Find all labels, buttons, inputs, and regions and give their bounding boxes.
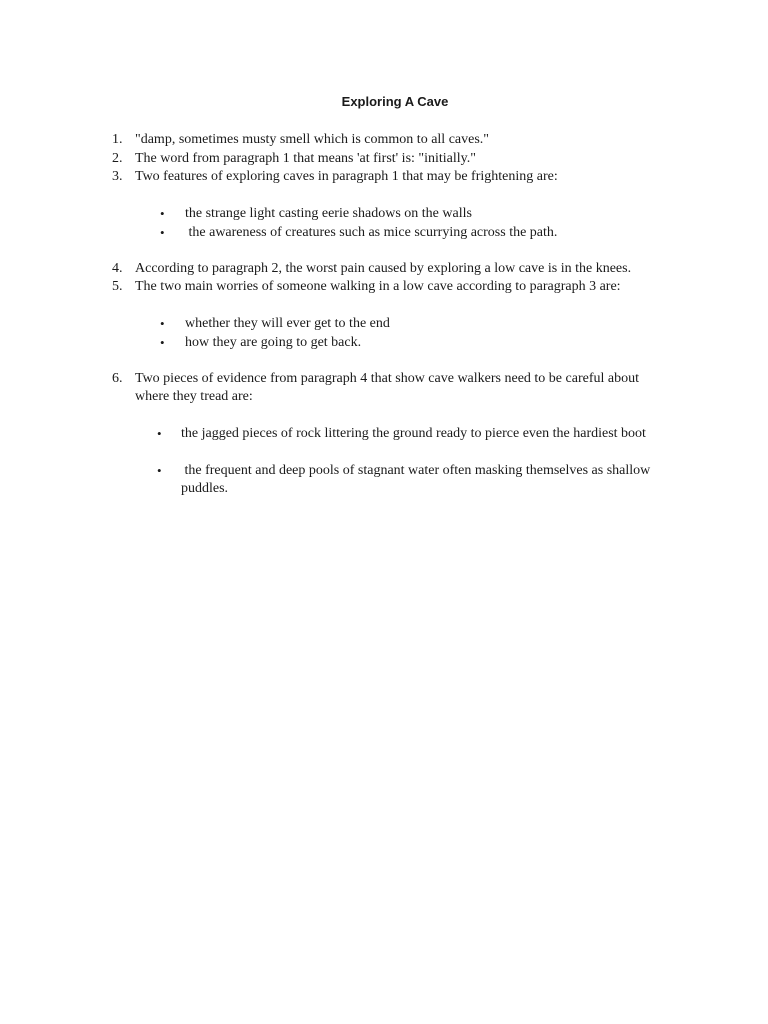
bullet-icon: • (160, 206, 165, 221)
bullet-icon: • (160, 225, 165, 240)
bullet-text: the jagged pieces of rock littering the ground ready to pierce even the hardiest boot (181, 426, 646, 441)
bullet-icon: • (160, 335, 165, 350)
bullet-text: the frequent and deep pools of stagnant water often masking themselves as shallow puddles. (181, 463, 654, 496)
item-text: The two main worries of someone walking in a low cave according to paragraph 3 are: (135, 279, 621, 294)
item-number: 3. (112, 169, 123, 184)
page-title: Exploring A Cave (341, 94, 449, 109)
bullet-icon: • (160, 316, 165, 331)
bullet-text: how they are going to get back. (185, 335, 362, 350)
item-number: 4. (112, 261, 123, 276)
item-number: 6. (112, 371, 123, 386)
item-number: 2. (112, 151, 123, 166)
item-text: Two pieces of evidence from paragraph 4 that show cave walkers need to be careful about where they tread are: (135, 371, 639, 404)
item-number: 5. (112, 279, 123, 294)
item-text: The word from paragraph 1 that means 'at first' is: "initially." (135, 151, 476, 166)
bullet-text: whether they will ever get to the end (185, 316, 390, 331)
bullet-icon: • (157, 463, 162, 478)
bullet-text: the strange light casting eerie shadows on the walls (185, 206, 472, 221)
item-number: 1. (112, 132, 123, 147)
bullet-text: the awareness of creatures such as mice scurrying across the path. (185, 225, 558, 240)
item-text: "damp, sometimes musty smell which is common to all caves." (135, 132, 489, 147)
item-text: According to paragraph 2, the worst pain caused by exploring a low cave is in the knees. (135, 261, 632, 276)
bullet-icon: • (157, 426, 162, 441)
item-text: Two features of exploring caves in paragraph 1 that may be frightening are: (135, 169, 558, 184)
